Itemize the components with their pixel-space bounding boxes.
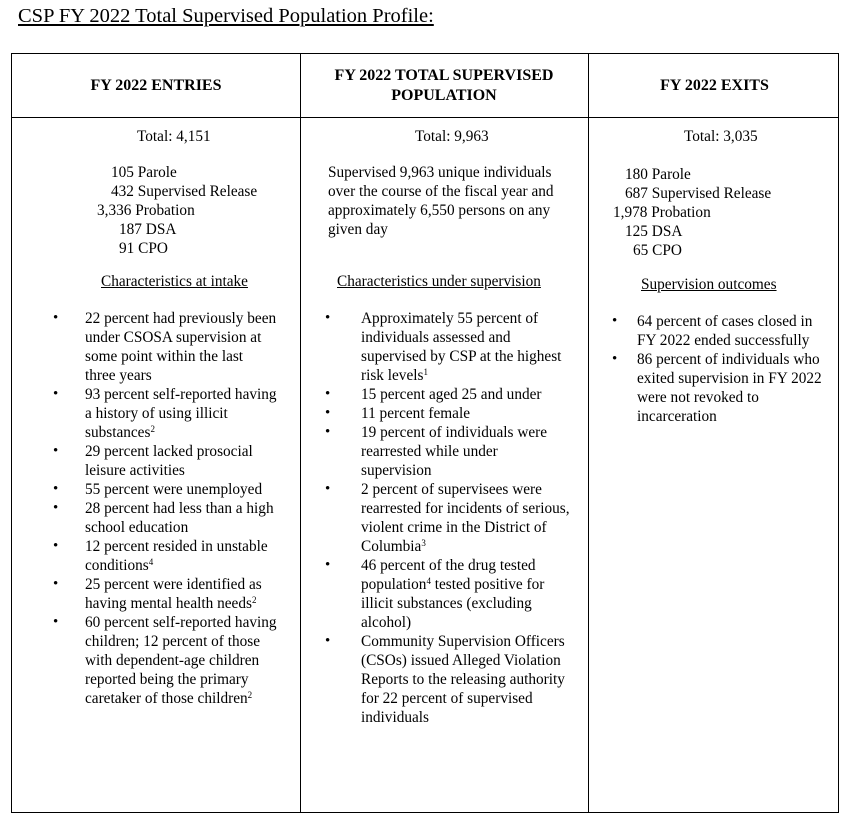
exits-supervised-release: 687 Supervised Release xyxy=(625,185,772,202)
supervision-outcomes-heading: Supervision outcomes xyxy=(641,276,777,293)
intake-characteristics-list xyxy=(85,309,277,708)
intake-characteristics-heading: Characteristics at intake xyxy=(101,273,248,290)
exits-parole: 180 Parole xyxy=(625,166,691,183)
list-item: • 12 percent resided in unstable conditions$^4$ xyxy=(85,537,277,575)
list-item: • 28 percent had less than a high school education xyxy=(85,499,277,537)
list-item: • 15 percent aged 25 and under xyxy=(361,385,571,404)
supervision-characteristics-heading: Characteristics under supervision xyxy=(337,273,541,290)
list-item: • 55 percent were unemployed xyxy=(85,480,277,499)
profile-table xyxy=(11,53,839,813)
list-item: • 11 percent female xyxy=(361,404,571,423)
list-item: • 2 percent of supervisees were rearrested for incidents of serious, violent crime in the District of Columbia$^3$ xyxy=(361,480,571,556)
exits-cpo: 65 CPO xyxy=(633,242,682,259)
exits-probation: 1,978 Probation xyxy=(613,204,711,221)
list-item: • 93 percent self-reported having a history of using illicit substances$^2$ xyxy=(85,385,277,442)
list-item: • 19 percent of individuals were rearrested while under supervision xyxy=(361,423,571,480)
list-item: • 29 percent lacked prosocial leisure activities xyxy=(85,442,277,480)
supervision-outcomes-list xyxy=(637,312,833,426)
exits-breakdown xyxy=(589,165,840,260)
header-divider xyxy=(12,117,838,118)
population-total: Total: 9,963 xyxy=(415,128,489,145)
list-item: • Approximately 55 percent of individuals assessed and supervised by CSP at the highest risk levels$^1$ xyxy=(361,309,571,385)
entries-breakdown xyxy=(12,163,300,258)
column-divider xyxy=(300,54,301,812)
list-item: • 86 percent of individuals who exited supervision in FY 2022 were not revoked to incarceration xyxy=(637,350,833,426)
entries-header: FY 2022 ENTRIES xyxy=(90,76,222,94)
list-item: • 64 percent of cases closed in FY 2022 ended successfully xyxy=(637,312,833,350)
page-title: CSP FY 2022 Total Supervised Population Profile: xyxy=(18,5,434,27)
supervision-characteristics-list xyxy=(361,309,571,727)
exits-total: Total: 3,035 xyxy=(684,128,758,145)
exits-dsa: 125 DSA xyxy=(625,223,683,240)
total-population-header: FY 2022 TOTAL SUPERVISED POPULATION xyxy=(334,66,554,104)
population-summary: Supervised 9,963 unique individuals over the course of the fiscal year and approximately 6,550 persons on any given day xyxy=(328,164,554,238)
entries-supervised-release: 432 Supervised Release xyxy=(111,183,258,200)
list-item: • 22 percent had previously been under CSOSA supervision at some point within the last three years xyxy=(85,309,277,385)
entries-probation: 3,336 Probation xyxy=(97,202,195,219)
entries-parole: 105 Parole xyxy=(111,164,177,181)
exits-header: FY 2022 EXITS xyxy=(660,76,769,94)
list-item: • 60 percent self-reported having children; 12 percent of those with dependent-age children reported being the primary caretaker of those children$^2$ xyxy=(85,613,277,708)
list-item: • 46 percent of the drug tested population$^4$ tested positive for illicit substances (excluding alcohol) xyxy=(361,556,571,632)
entries-cpo: 91 CPO xyxy=(119,240,168,257)
entries-dsa: 187 DSA xyxy=(119,221,177,238)
list-item: • Community Supervision Officers (CSOs) issued Alleged Violation Reports to the releasing authority for 22 percent of supervised individuals xyxy=(361,632,571,727)
list-item: • 25 percent were identified as having mental health needs$^2$ xyxy=(85,575,277,613)
entries-total: Total: 4,151 xyxy=(137,128,211,145)
